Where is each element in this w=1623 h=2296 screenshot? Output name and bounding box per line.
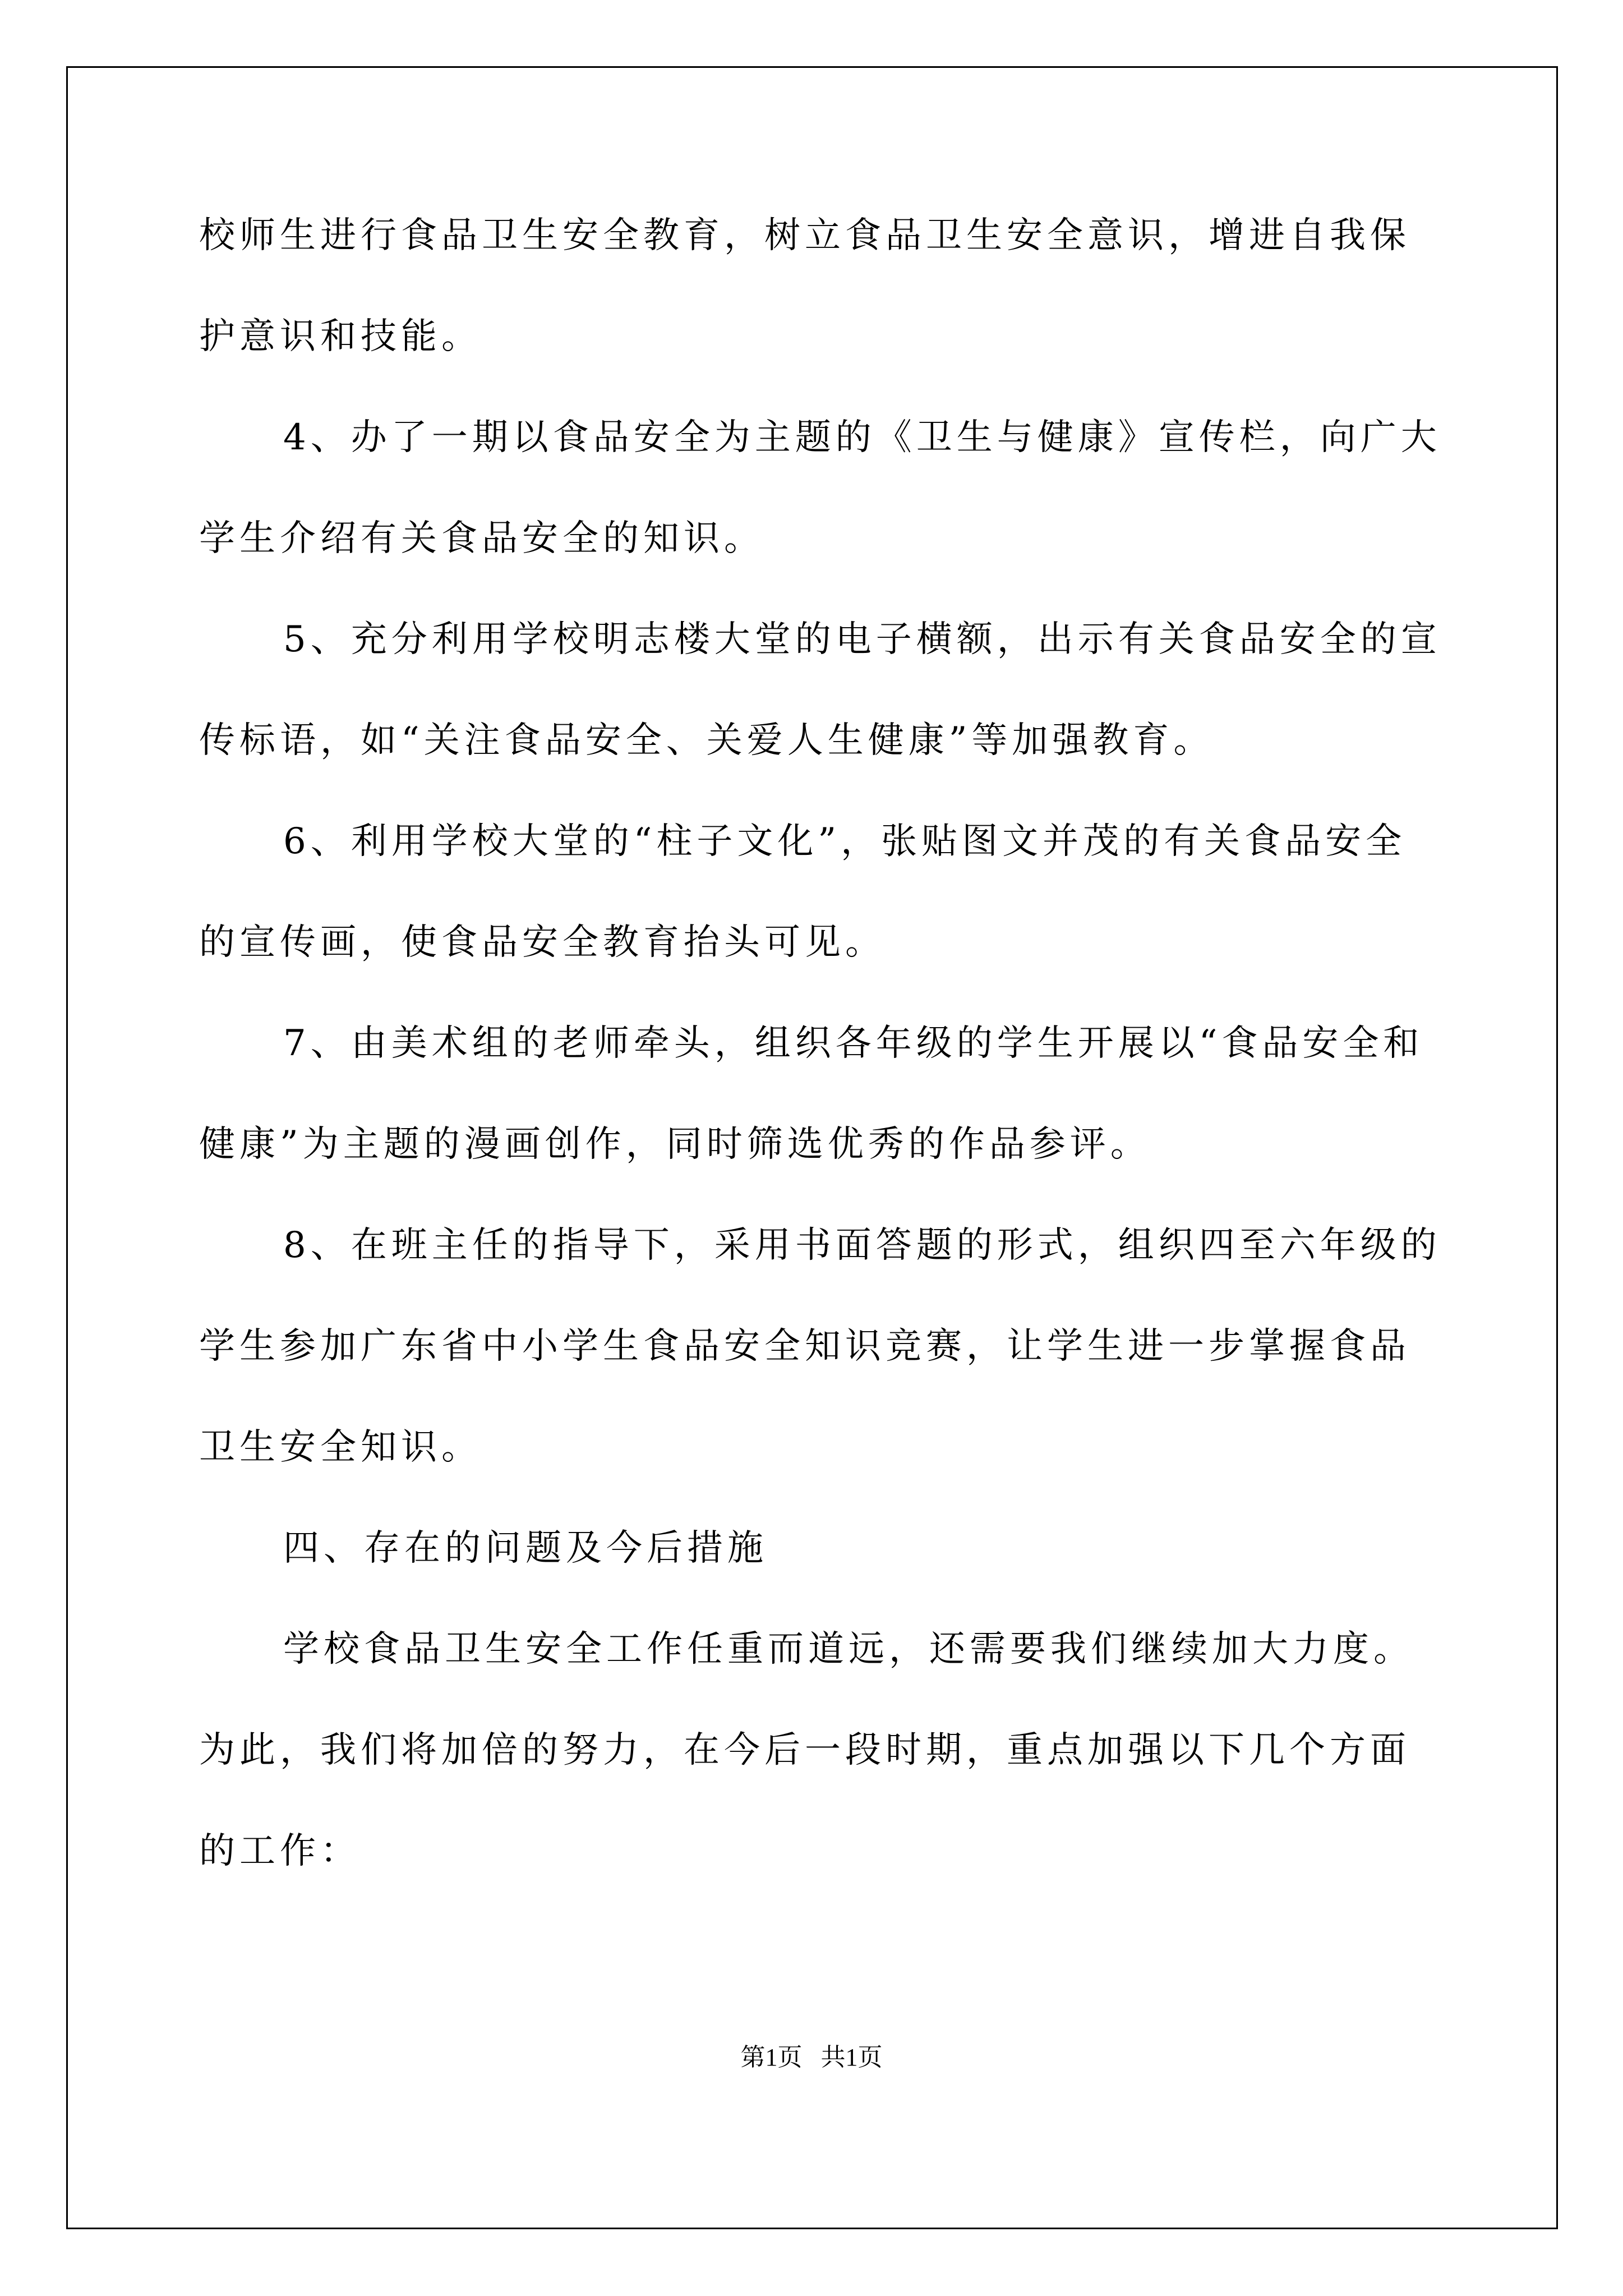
text-line: 校师生进行食品卫生安全教育，树立食品卫生安全意识，增进自我保 (199, 215, 1410, 256)
text-line: 护意识和技能。 (199, 316, 482, 357)
text-line: 8、在班主任的指导下，采用书面答题的形式，组织四至六年级的 (283, 1225, 1441, 1266)
text-line: 健康”为主题的漫画创作，同时筛选优秀的作品参评。 (199, 1124, 1151, 1165)
text-line: 4、办了一期以食品安全为主题的《卫生与健康》宣传栏，向广大 (283, 417, 1441, 458)
page-number-footer: 第1页 共1页 (740, 2044, 883, 2071)
text-line: 学生介绍有关食品安全的知识。 (199, 518, 764, 559)
text-line: 为此，我们将加倍的努力，在今后一段时期，重点加强以下几个方面 (199, 1729, 1410, 1771)
text-line: 的宣传画，使食品安全教育抬头可见。 (199, 922, 886, 963)
text-line: 5、充分利用学校明志楼大堂的电子横额，出示有关食品安全的宣 (283, 619, 1441, 660)
text-line: 学校食品卫生安全工作任重而道远，还需要我们继续加大力度。 (283, 1628, 1414, 1670)
text-line: 的工作： (199, 1830, 361, 1872)
text-line: 学生参加广东省中小学生食品安全知识竞赛，让学生进一步掌握食品 (199, 1326, 1410, 1367)
text-line: 传标语，如“关注食品安全、关爱人生健康”等加强教育。 (199, 720, 1214, 761)
text-line: 卫生安全知识。 (199, 1427, 482, 1468)
text-line: 7、由美术组的老师牵头，组织各年级的学生开展以“食品安全和 (283, 1023, 1424, 1064)
text-line: 6、利用学校大堂的“柱子文化”，张贴图文并茂的有关食品安全 (283, 821, 1407, 862)
section-heading: 四、存在的问题及今后措施 (283, 1527, 768, 1569)
